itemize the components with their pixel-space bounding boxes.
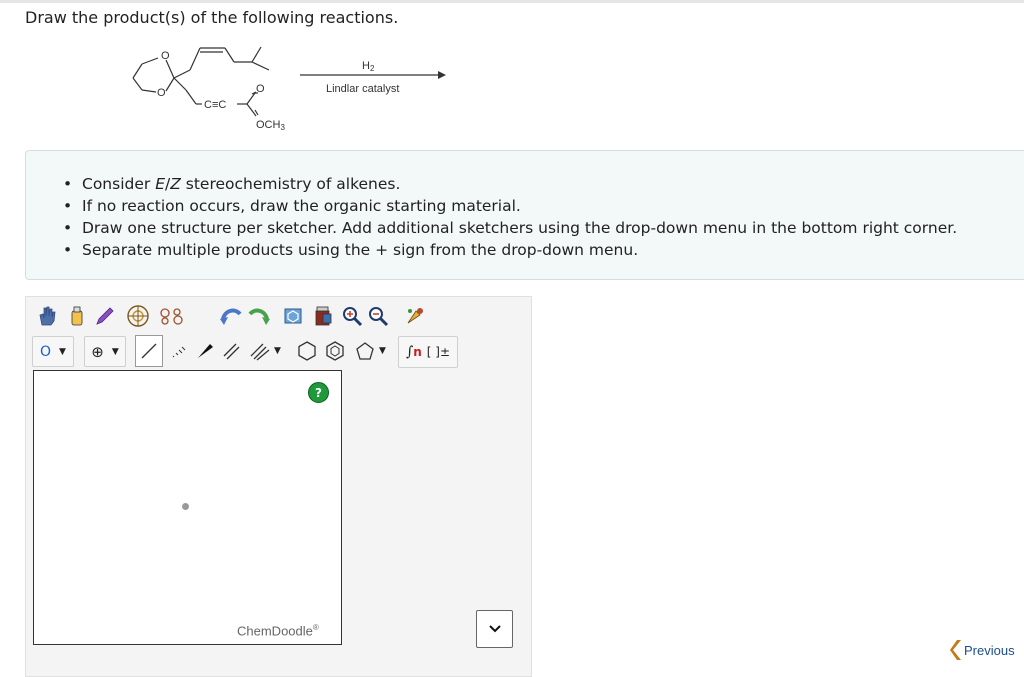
carbonyl-oxygen: O xyxy=(256,83,265,95)
methoxy-label: OCH3 xyxy=(256,119,285,132)
eraser-icon[interactable] xyxy=(64,303,90,329)
charge-label: ⊕ xyxy=(91,342,104,361)
triple-bond-dropdown[interactable] xyxy=(244,337,286,365)
wedge-bond-tool[interactable] xyxy=(192,337,218,365)
benzene-icon[interactable] xyxy=(322,337,348,365)
instructions-list xyxy=(63,173,957,261)
atom-label: O xyxy=(40,343,52,360)
instruction-item-4: • Separate multiple products using the + sign from the drop-down menu. xyxy=(63,239,957,261)
clean-icon[interactable] xyxy=(402,303,428,329)
sketcher-options-select[interactable] xyxy=(476,610,513,648)
ring-oxygen-1: O xyxy=(161,50,170,62)
cyclohexane-icon[interactable] xyxy=(294,337,320,365)
single-bond-tool[interactable] xyxy=(135,335,163,367)
atom-dropdown[interactable] xyxy=(32,336,74,367)
rotate-icon[interactable] xyxy=(156,303,186,329)
reaction-arrow xyxy=(298,56,458,116)
zoom-out-icon[interactable] xyxy=(366,303,390,329)
instruction-item-1: • Consider E/Z stereochemistry of alkenes. xyxy=(63,173,957,195)
drawing-canvas[interactable] xyxy=(33,370,342,645)
double-bond-tool[interactable] xyxy=(218,337,244,365)
charge-dropdown[interactable] xyxy=(84,336,126,367)
instruction-item-3: • Draw one structure per sketcher. Add additional sketchers using the drop-down menu in the bottom right corner. xyxy=(63,217,957,239)
hand-icon[interactable] xyxy=(34,303,60,329)
reagent-h2: H2 xyxy=(362,60,375,73)
redo-icon[interactable] xyxy=(246,303,272,329)
alkyne-label: C≡C xyxy=(204,99,227,111)
reagent-lindlar: Lindlar catalyst xyxy=(326,83,400,95)
ring-oxygen-2: O xyxy=(157,87,166,99)
chevron-down-icon xyxy=(489,625,501,633)
zoom-in-icon[interactable] xyxy=(340,303,364,329)
chevron-down-icon: ▼ xyxy=(379,346,386,356)
sgroup-icon: ∫ xyxy=(405,344,414,360)
template-icon[interactable] xyxy=(280,303,306,329)
bracket-label: [ ]± xyxy=(426,345,451,359)
instructions-box xyxy=(25,150,1024,280)
sgroup-label: n xyxy=(413,345,422,359)
chevron-down-icon: ▼ xyxy=(111,346,119,357)
hashed-bond-tool[interactable] xyxy=(166,337,192,365)
sgroup-bracket-tool[interactable] xyxy=(398,336,458,368)
undo-icon[interactable] xyxy=(218,303,244,329)
chemdoodle-sketcher xyxy=(25,296,532,677)
top-border xyxy=(0,0,1024,3)
chevron-down-icon: ▼ xyxy=(59,346,66,357)
instruction-item-2: • If no reaction occurs, draw the organic starting material. xyxy=(63,195,957,217)
chevron-left-icon xyxy=(950,639,962,661)
chemdoodle-brand: ChemDoodle® xyxy=(237,623,319,639)
cyclopentane-dropdown[interactable] xyxy=(349,337,391,365)
clear-icon[interactable] xyxy=(310,303,336,329)
reaction-scheme xyxy=(128,40,458,140)
canvas-cursor-dot xyxy=(182,503,189,510)
help-icon[interactable]: ? xyxy=(308,382,329,403)
lasso-icon[interactable] xyxy=(124,302,152,330)
previous-button[interactable]: Previous xyxy=(950,639,1015,661)
chevron-down-icon: ▼ xyxy=(274,346,281,356)
pencil-icon[interactable] xyxy=(92,303,118,329)
question-title: Draw the product(s) of the following reactions. xyxy=(25,8,399,27)
